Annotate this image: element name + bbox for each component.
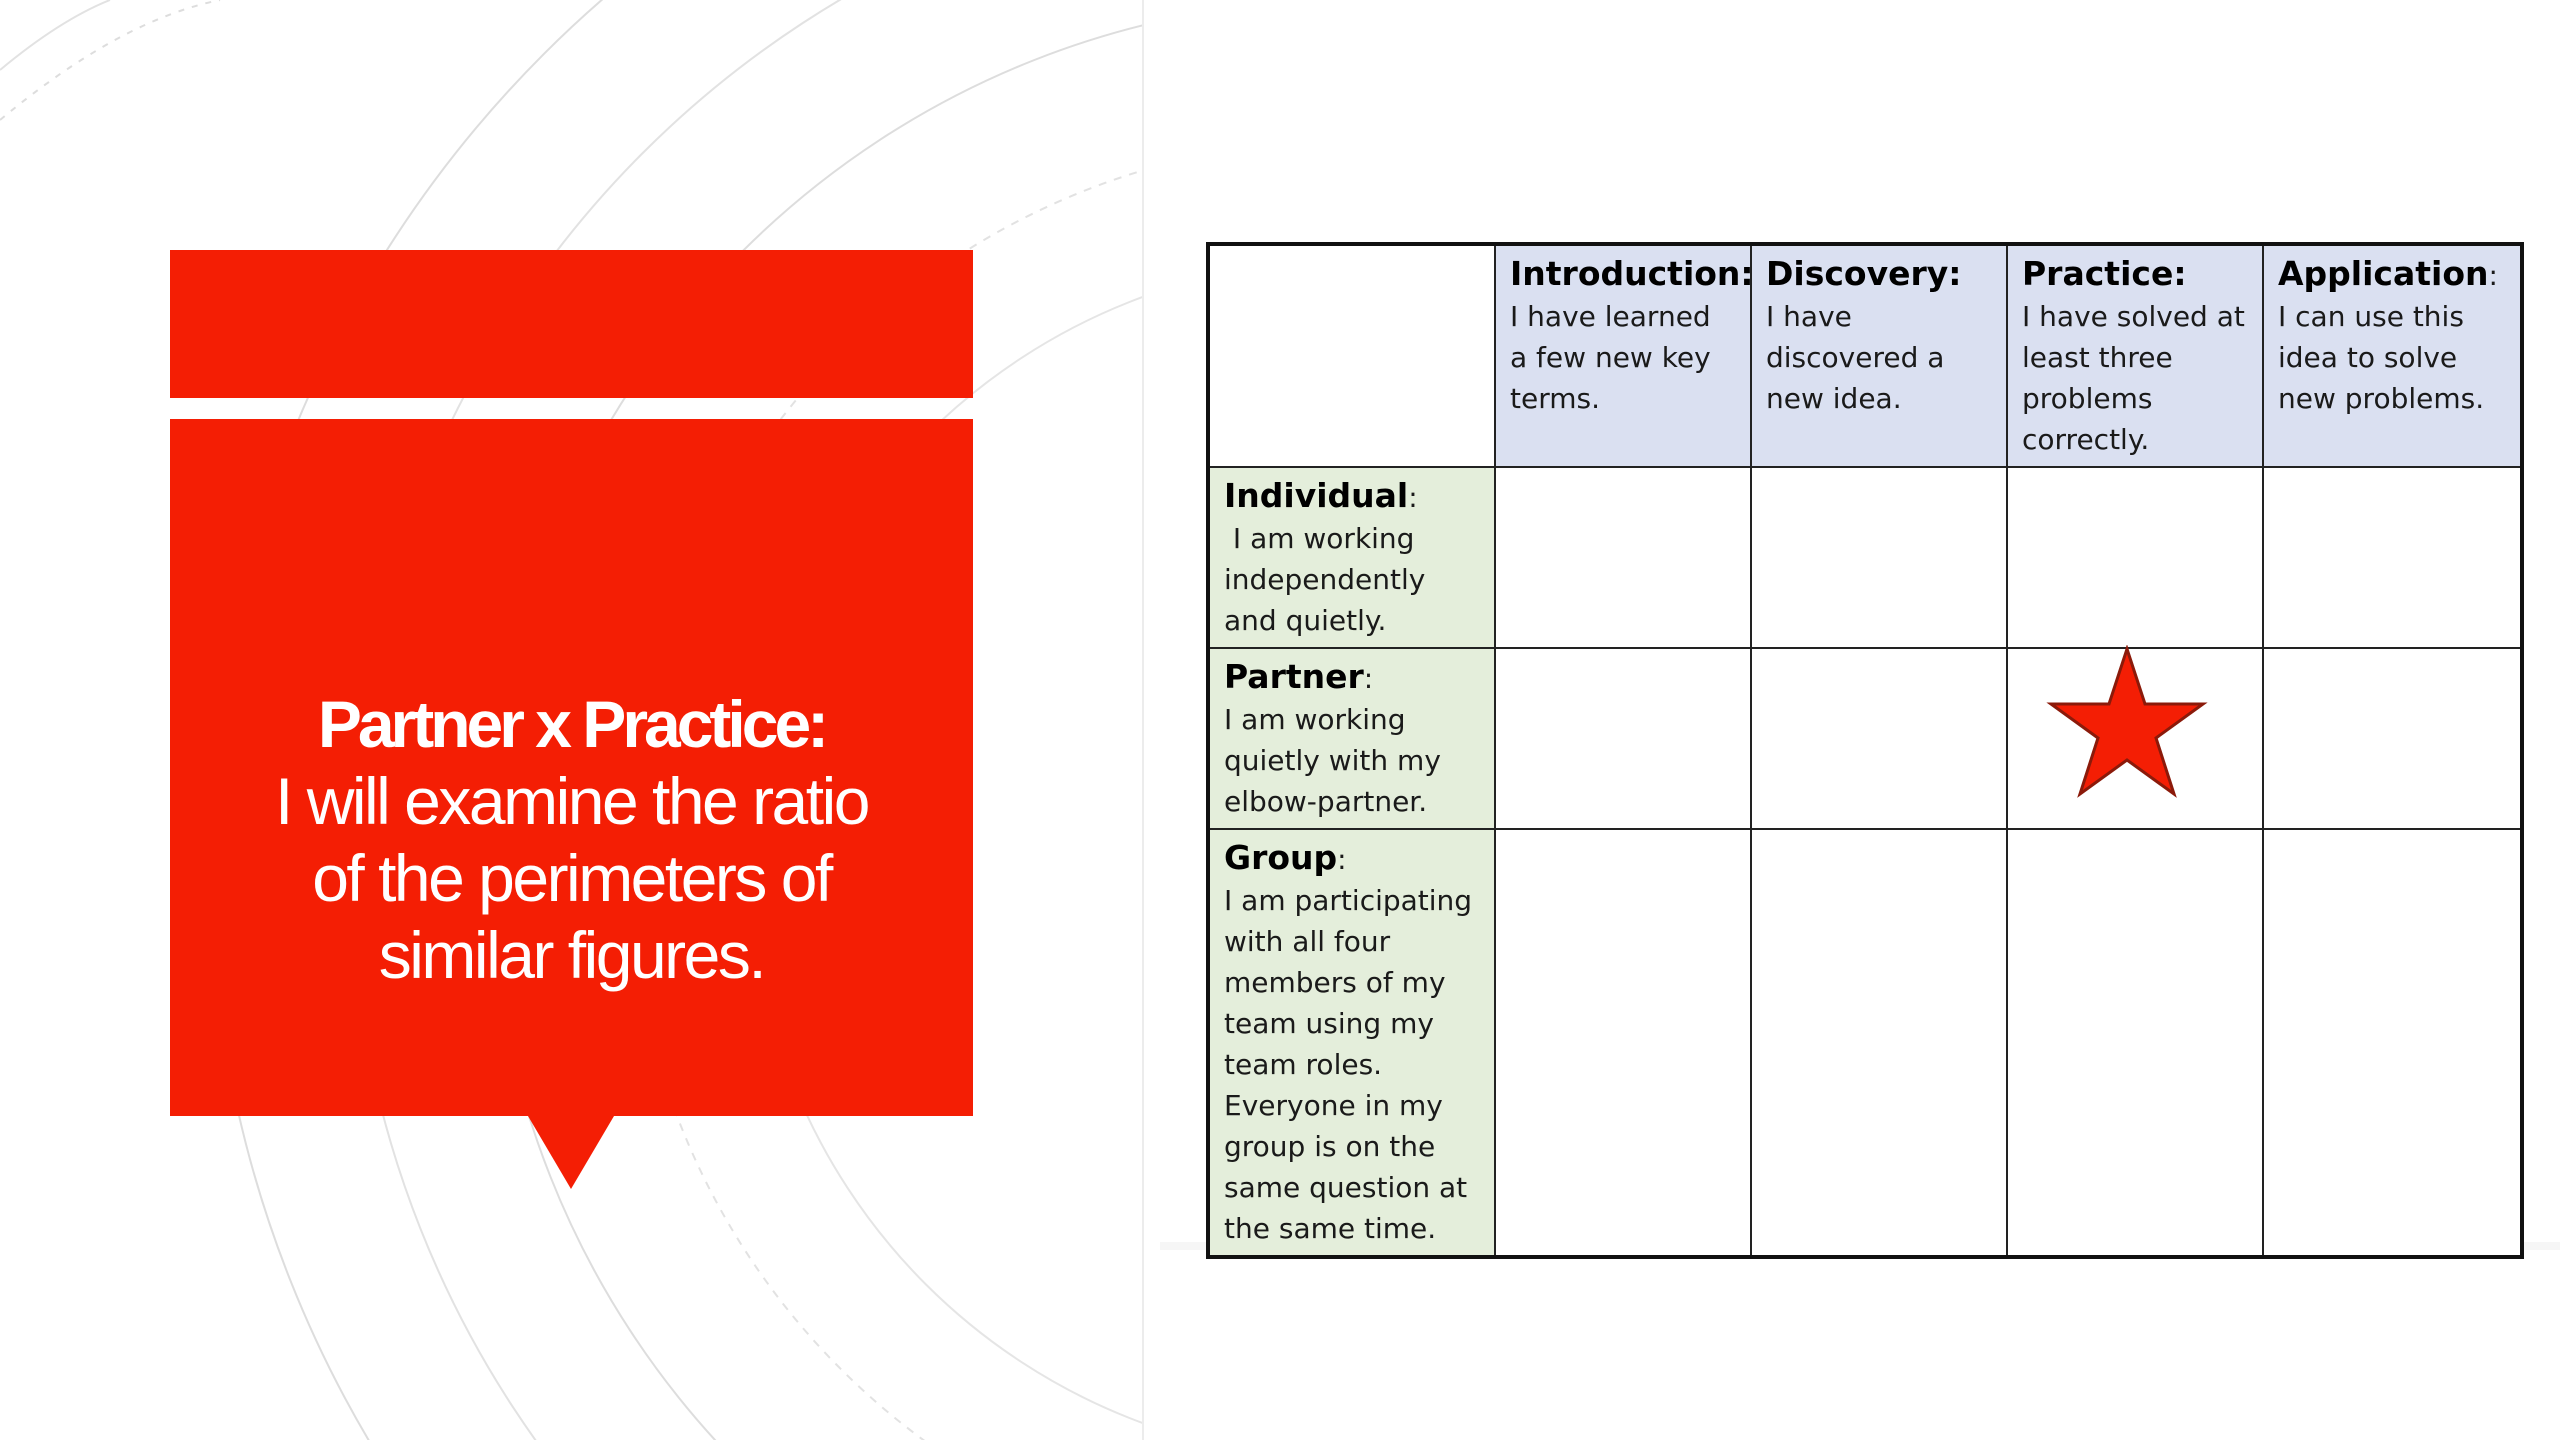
rubric-row-partner (1208, 648, 2522, 829)
column-header-introduction (1495, 244, 1754, 467)
column-title-application-colon: : (2488, 259, 2498, 292)
title-callout-box (170, 419, 973, 1116)
rubric-cell (2263, 648, 2522, 829)
rubric-row-individual (1208, 467, 2522, 648)
row-header-partner (1208, 648, 1495, 829)
callout-pointer (528, 1116, 614, 1189)
rubric-cell (1751, 648, 2007, 829)
row-title-partner-colon: : (1363, 662, 1374, 695)
star-icon (2046, 645, 2208, 805)
slide-title-text (275, 686, 868, 994)
row-header-individual (1208, 467, 1495, 648)
title-accent-bar (170, 250, 973, 398)
row-title-partner: Partner (1224, 657, 1364, 696)
rubric-row-group (1208, 829, 2522, 1257)
column-title-application: Application (2278, 254, 2489, 293)
rubric-cell (2007, 829, 2263, 1257)
rubric-cell-partner-practice (2007, 648, 2263, 829)
row-title-group-colon: : (1337, 843, 1347, 876)
column-desc-introduction: I have learned a few new key terms. (1510, 300, 1711, 415)
row-title-group: Group (1224, 838, 1338, 877)
rubric-cell (2007, 467, 2263, 648)
row-header-group (1208, 829, 1495, 1257)
row-desc-partner: I am working quietly with my elbow-partner. (1224, 703, 1441, 818)
rubric-cell (1495, 829, 1751, 1257)
column-header-discovery (1751, 244, 2007, 467)
rubric-cell (1751, 467, 2007, 648)
row-title-individual-colon: : (1408, 481, 1418, 514)
slide-title-line-3: similar figures. (378, 918, 765, 992)
rubric-cell (1495, 467, 1751, 648)
row-title-individual: Individual (1224, 476, 1409, 515)
rubric-header-row (1208, 244, 2522, 467)
column-header-practice (2007, 244, 2263, 467)
rubric-cell (2263, 829, 2522, 1257)
row-desc-individual: I am working independently and quietly. (1224, 522, 1435, 637)
column-title-practice: Practice: (2022, 254, 2187, 293)
column-title-introduction: Introduction: (1510, 254, 1754, 293)
column-desc-practice: I have solved at least three problems correctly. (2022, 300, 2245, 456)
slide-title-line-1: I will examine the ratio (275, 764, 868, 838)
rubric-cell (1495, 648, 1751, 829)
column-title-discovery: Discovery: (1766, 254, 1962, 293)
slide-title-heading: Partner x Practice: (317, 687, 826, 761)
rubric-corner-cell (1208, 244, 1495, 467)
column-desc-discovery: I have discovered a new idea. (1766, 300, 1945, 415)
row-desc-group: I am participating with all four members of my team using my team roles. Everyone in my group is on the same question at the same time. (1224, 884, 1473, 1245)
column-header-application (2263, 244, 2522, 467)
participation-rubric-table (1206, 242, 2524, 1259)
rubric-cell (1751, 829, 2007, 1257)
column-desc-application: I can use this idea to solve new problems. (2278, 300, 2485, 415)
slide-title-line-2: of the perimeters of (312, 841, 831, 915)
rubric-cell (2263, 467, 2522, 648)
